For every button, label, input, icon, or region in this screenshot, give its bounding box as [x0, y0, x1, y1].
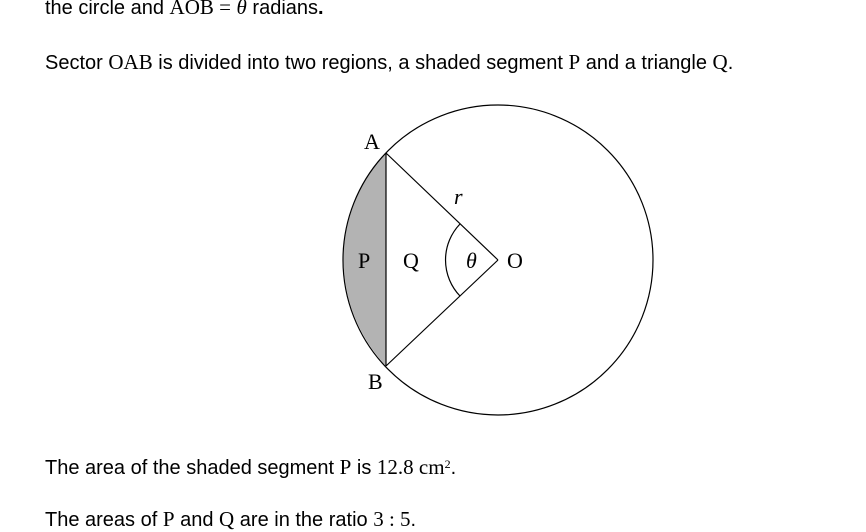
full-stop: . [450, 457, 457, 479]
text-fragment: radians [252, 0, 319, 19]
region-q-label: Q [403, 248, 419, 273]
text-fragment: are in the ratio [239, 509, 368, 531]
angle-expression: AOB = [169, 0, 231, 19]
area-value: 12.8 cm [376, 455, 445, 479]
text-fragment: The area of the shaded segment [45, 457, 335, 479]
text-fragment: is [356, 457, 372, 479]
radius-oa [386, 153, 498, 260]
text-fragment: the circle and [45, 0, 164, 19]
angle-arc [446, 224, 460, 296]
region-p-label: P [358, 248, 371, 273]
region-p-symbol: P [162, 507, 175, 531]
point-o-label: O [507, 248, 523, 273]
point-b-label: B [368, 369, 383, 394]
text-fragment: is divided into two regions, a shaded segment [158, 52, 563, 74]
region-p-symbol: P [568, 50, 581, 74]
text-fragment: and [180, 509, 214, 531]
text-fragment: and a triangle [585, 52, 707, 74]
text-line-segment-area [45, 455, 456, 480]
point-a-label: A [364, 129, 380, 154]
region-q-symbol: Q [712, 50, 728, 74]
radius-ob [386, 260, 498, 366]
radius-r-label: r [454, 184, 463, 209]
full-stop: . [318, 0, 324, 19]
ratio-value: 3 : 5 [373, 507, 411, 531]
text-fragment: Sector [45, 52, 103, 74]
theta-symbol: θ [236, 0, 247, 19]
region-q-symbol: Q [219, 507, 235, 531]
region-p-symbol: P [339, 455, 352, 479]
angle-theta-label: θ [466, 248, 477, 273]
full-stop: . [727, 52, 734, 74]
text-fragment: The areas of [45, 509, 158, 531]
full-stop: . [410, 509, 417, 531]
area-unit-exponent: 2 [444, 457, 451, 471]
sector-name: OAB [108, 50, 153, 74]
text-line-area-ratio [45, 507, 416, 532]
